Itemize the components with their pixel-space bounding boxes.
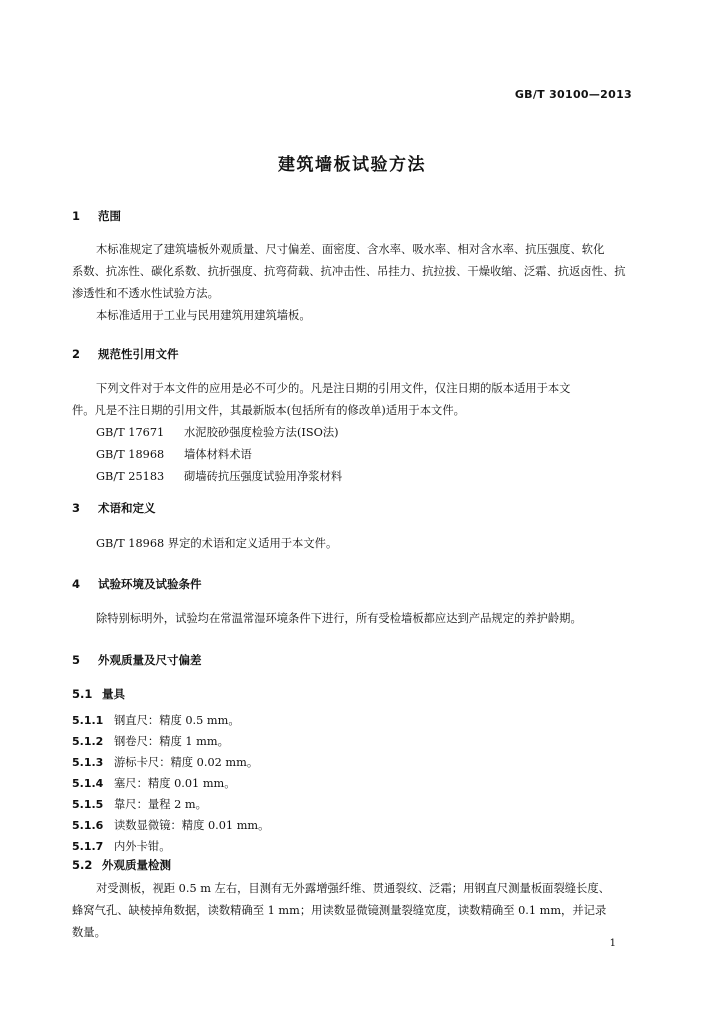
clause-text: 内外卡钳。 <box>114 840 171 853</box>
reference-title: 水泥胶砂强度检验方法(ISO法) <box>184 426 339 439</box>
section-title: 试验环境及试验条件 <box>98 577 202 591</box>
section-1-paragraph <box>72 239 626 327</box>
clause-number: 5.1.1 <box>72 714 104 727</box>
clause-number: 5.1.3 <box>72 756 104 769</box>
subsection-5-1-heading <box>72 686 125 702</box>
section-title: 外观质量及尺寸偏差 <box>98 653 202 667</box>
paragraph-line: 蜂窝气孔、缺棱掉角数据，读数精确至 1 mm；用读数显微镜测量裂缝宽度，读数精确至 0.1 mm，并记录 <box>72 904 607 917</box>
clause-number: 5.1.7 <box>72 840 104 853</box>
section-number: 5 <box>72 653 81 667</box>
subsection-title: 外观质量检测 <box>102 858 171 872</box>
clause-number: 5.1.6 <box>72 819 104 832</box>
paragraph-line: 本标准适用于工业与民用建筑用建筑墙板。 <box>96 309 311 322</box>
clause-item <box>72 775 269 796</box>
paragraph-line: 数量。 <box>72 926 106 939</box>
clause-text: 塞尺：精度 0.01 mm。 <box>114 777 236 790</box>
subsection-number: 5.2 <box>72 858 93 872</box>
reference-title: 砌墙砖抗压强度试验用净浆材料 <box>184 470 343 483</box>
paragraph-line: 系数、抗冻性、碳化系数、抗折强度、抗弯荷载、抗冲击性、吊挂力、抗拉拔、干燥收缩、泛霜、抗返卤性、抗 <box>72 265 626 278</box>
paragraph-line: 木标准规定了建筑墙板外观质量、尺寸偏差、面密度、含水率、吸水率、相对含水率、抗压强度、软化 <box>96 243 605 256</box>
clause-item <box>72 796 269 817</box>
paragraph-line: 对受测板，视距 0.5 m 左右，目测有无外露增强纤维、贯通裂纹、泛霜；用钢直尺测量板面裂缝长度、 <box>96 882 610 895</box>
clause-text: 靠尺：量程 2 m。 <box>114 798 207 811</box>
section-4-paragraph: 除特别标明外，试验均在常温常湿环境条件下进行，所有受检墙板都应达到产品规定的养护龄期。 <box>96 612 582 625</box>
section-number: 3 <box>72 501 81 515</box>
clause-text: 游标卡尺：精度 0.02 mm。 <box>114 756 259 769</box>
section-5-heading <box>72 652 202 668</box>
paragraph-line: 件。凡是不注日期的引用文件，其最新版本(包括所有的修改单)适用于本文件。 <box>72 404 465 417</box>
section-number: 1 <box>72 209 81 223</box>
section-title: 范围 <box>98 209 121 223</box>
subsection-title: 量具 <box>102 687 125 701</box>
clause-text: 钢直尺：精度 0.5 mm。 <box>114 714 240 727</box>
paragraph-line: 下列文件对于本文件的应用是必不可少的。凡是注日期的引用文件，仅注日期的版本适用于本文 <box>96 382 571 395</box>
measuring-tools-list <box>72 712 269 859</box>
clause-item <box>72 754 269 775</box>
section-number: 4 <box>72 577 81 591</box>
section-3-heading <box>72 500 156 516</box>
section-number: 2 <box>72 347 81 361</box>
clause-item <box>72 712 269 733</box>
clause-number: 5.1.4 <box>72 777 104 790</box>
section-3-paragraph: GB/T 18968 界定的术语和定义适用于本文件。 <box>96 537 338 550</box>
clause-item <box>72 817 269 838</box>
section-2-heading <box>72 346 179 362</box>
reference-item <box>96 444 342 466</box>
reference-code: GB/T 17671 <box>96 426 165 439</box>
page-number: 1 <box>609 938 616 949</box>
clause-item <box>72 733 269 754</box>
section-1-heading <box>72 208 121 224</box>
section-title: 规范性引用文件 <box>98 347 179 361</box>
clause-number: 5.1.5 <box>72 798 104 811</box>
reference-code: GB/T 25183 <box>96 470 165 483</box>
standard-code: GB/T 30100—2013 <box>514 88 632 101</box>
subsection-5-2-heading <box>72 857 171 873</box>
clause-number: 5.1.2 <box>72 735 104 748</box>
reference-code: GB/T 18968 <box>96 448 165 461</box>
normative-references-list <box>96 422 342 488</box>
section-title: 术语和定义 <box>98 501 156 515</box>
subsection-number: 5.1 <box>72 687 93 701</box>
reference-title: 墙体材料术语 <box>184 448 252 461</box>
section-2-paragraph <box>72 378 570 422</box>
subsection-5-2-paragraph <box>72 878 610 944</box>
document-title: 建筑墙板试验方法 <box>278 155 426 175</box>
clause-text: 钢卷尺：精度 1 mm。 <box>114 735 229 748</box>
section-4-heading <box>72 576 202 592</box>
clause-text: 读数显微镜：精度 0.01 mm。 <box>114 819 270 832</box>
clause-item <box>72 838 269 859</box>
paragraph-line: 渗透性和不透水性试验方法。 <box>72 287 219 300</box>
reference-item <box>96 422 342 444</box>
reference-item <box>96 466 342 488</box>
